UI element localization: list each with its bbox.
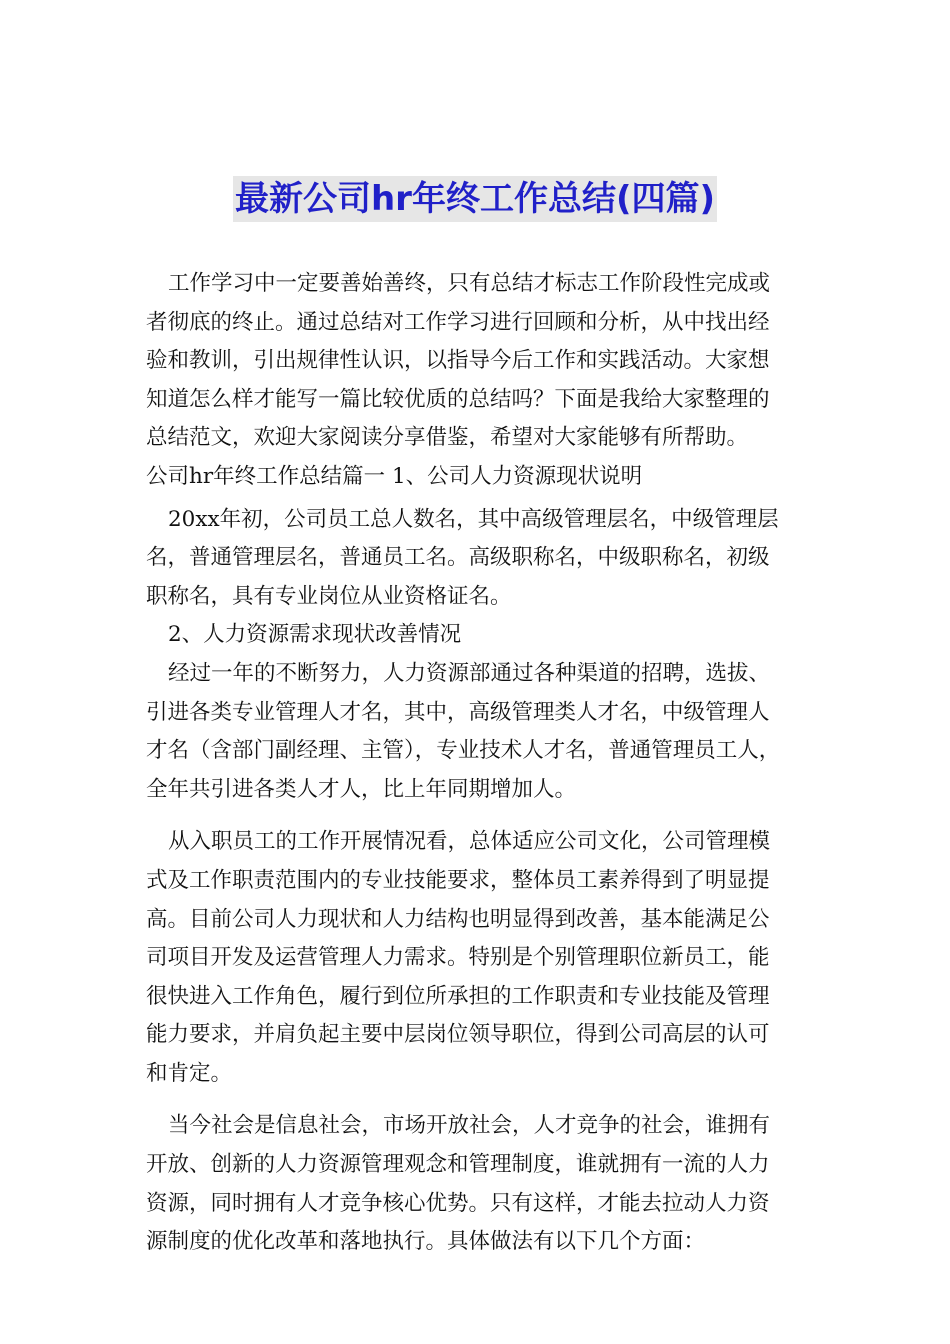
subsection-heading: 2、人力资源需求现状改善情况 — [168, 622, 462, 648]
text-line: 当今社会是信息社会，市场开放社会，人才竞争的社会，谁拥有 — [168, 1113, 771, 1139]
text-line: 工作学习中一定要善始善终，只有总结才标志工作阶段性完成或 — [168, 271, 771, 296]
text-line: 者彻底的终止。通过总结对工作学习进行回顾和分析，从中找出经 — [146, 309, 770, 335]
text-line: 名，普通管理层名，普通员工名。高级职称名，中级职称名，初级 — [146, 545, 770, 571]
spacer — [146, 1093, 814, 1107]
text-line: 引进各类专业管理人才名，其中，高级管理类人才名，中级管理人 — [146, 699, 770, 725]
text-line: 全年共引进各类人才人，比上年同期增加人。 — [146, 776, 577, 802]
document-title: 最新公司hr年终工作总结(四篇) — [233, 176, 717, 222]
spacer — [146, 809, 814, 823]
text-line: 职称名，具有专业岗位从业资格证名。 — [146, 583, 512, 609]
title-container — [0, 176, 950, 222]
text-line: 司项目开发及运营管理人力需求。特别是个别管理职位新员工，能 — [146, 945, 770, 971]
text-line: 20xx年初，公司员工总人数名，其中高级管理层名，中级管理层 — [168, 506, 779, 532]
text-line: 很快进入工作角色，履行到位所承担的工作职责和专业技能及管理 — [146, 983, 770, 1009]
document-body — [146, 265, 814, 1262]
text-line: 式及工作职责范围内的专业技能要求，整体员工素养得到了明显提 — [146, 867, 770, 893]
text-line: 和肯定。 — [146, 1060, 233, 1086]
section-heading: 公司hr年终工作总结篇一 1、公司人力资源现状说明 — [146, 463, 643, 489]
text-line: 资源，同时拥有人才竞争核心优势。只有这样，才能去拉动人力资 — [146, 1190, 770, 1216]
text-line: 知道怎么样才能写一篇比较优质的总结吗？下面是我给大家整理的 — [146, 386, 770, 412]
text-line: 开放、创新的人力资源管理观念和管理制度，谁就拥有一流的人力 — [146, 1152, 770, 1178]
text-line: 源制度的优化改革和落地执行。具体做法有以下几个方面： — [146, 1229, 706, 1255]
text-line: 从入职员工的工作开展情况看，总体适应公司文化，公司管理模 — [168, 829, 771, 855]
text-line: 总结范文，欢迎大家阅读分享借鉴，希望对大家能够有所帮助。 — [146, 425, 749, 451]
text-line: 能力要求，并肩负起主要中层岗位领导职位，得到公司高层的认可 — [146, 1022, 770, 1048]
text-line: 验和教训，引出规律性认识，以指导今后工作和实践活动。大家想 — [146, 348, 770, 374]
text-line: 经过一年的不断努力，人力资源部通过各种渠道的招聘，选拔、 — [168, 660, 771, 686]
text-line: 才名（含部门副经理、主管），专业技术人才名，普通管理员工人， — [146, 738, 781, 764]
text-line: 高。目前公司人力现状和人力结构也明显得到改善，基本能满足公 — [146, 906, 770, 932]
